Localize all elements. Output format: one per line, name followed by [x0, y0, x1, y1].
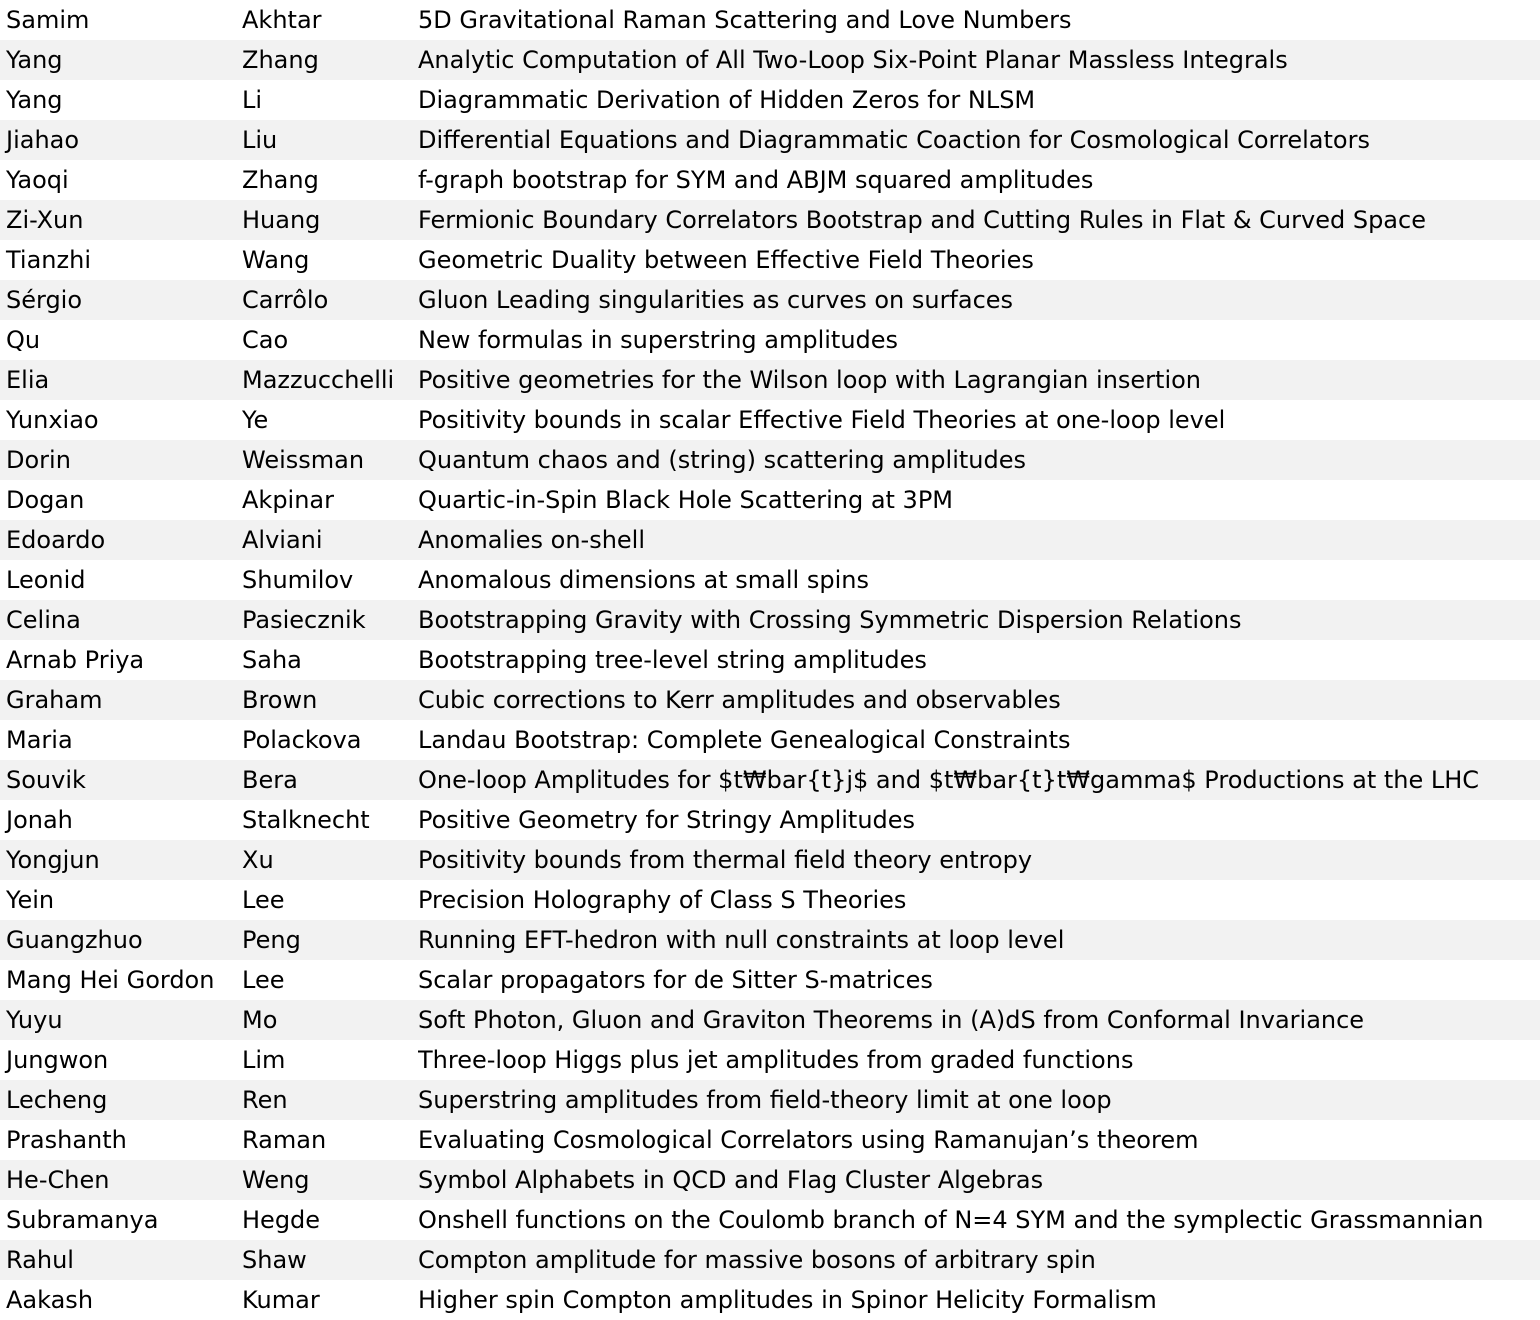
last-name-cell: Shaw — [242, 1246, 307, 1274]
last-name-cell: Liu — [242, 126, 278, 154]
first-name-cell: Aakash — [6, 1286, 94, 1314]
talk-title-cell: Evaluating Cosmological Correlators using Ramanujan’s theorem — [418, 1126, 1199, 1154]
talk-title-cell: Positive geometries for the Wilson loop with Lagrangian insertion — [418, 366, 1202, 394]
last-name-cell: Zhang — [242, 46, 319, 74]
last-name-cell: Weissman — [242, 446, 365, 474]
talk-title-cell: Fermionic Boundary Correlators Bootstrap and Cutting Rules in Flat & Curved Space — [418, 206, 1426, 234]
table-row — [0, 1040, 1540, 1080]
table-row — [0, 1080, 1540, 1120]
table-row — [0, 360, 1540, 400]
talk-title-cell: Three-loop Higgs plus jet amplitudes from graded functions — [418, 1046, 1134, 1074]
table-row — [0, 440, 1540, 480]
first-name-cell: Sérgio — [6, 286, 83, 314]
table-row — [0, 120, 1540, 160]
first-name-cell: Dogan — [6, 486, 85, 514]
last-name-cell: Lim — [242, 1046, 286, 1074]
last-name-cell: Peng — [242, 926, 301, 954]
last-name-cell: Xu — [242, 846, 274, 874]
first-name-cell: Arnab Priya — [6, 646, 145, 674]
last-name-cell: Brown — [242, 686, 318, 714]
table-row — [0, 320, 1540, 360]
first-name-cell: He-Chen — [6, 1166, 110, 1194]
last-name-cell: Cao — [242, 326, 289, 354]
table-row — [0, 160, 1540, 200]
table-row — [0, 1160, 1540, 1200]
talk-title-cell: Scalar propagators for de Sitter S-matrices — [418, 966, 933, 994]
last-name-cell: Polackova — [242, 726, 362, 754]
first-name-cell: Celina — [6, 606, 81, 634]
first-name-cell: Qu — [6, 326, 41, 354]
last-name-cell: Bera — [242, 766, 298, 794]
first-name-cell: Guangzhuo — [6, 926, 143, 954]
talk-title-cell: Positivity bounds in scalar Effective Field Theories at one-loop level — [418, 406, 1226, 434]
talk-title-cell: Quantum chaos and (string) scattering amplitudes — [418, 446, 1026, 474]
table-row — [0, 720, 1540, 760]
talk-title-cell: Higher spin Compton amplitudes in Spinor Helicity Formalism — [418, 1286, 1157, 1314]
last-name-cell: Stalknecht — [242, 806, 370, 834]
first-name-cell: Souvik — [6, 766, 86, 794]
table-row — [0, 480, 1540, 520]
first-name-cell: Jungwon — [6, 1046, 109, 1074]
first-name-cell: Jiahao — [6, 126, 80, 154]
table-row — [0, 640, 1540, 680]
talk-title-cell: Positive Geometry for Stringy Amplitudes — [418, 806, 916, 834]
last-name-cell: Wang — [242, 246, 310, 274]
table-row — [0, 240, 1540, 280]
talk-title-cell: Superstring amplitudes from field-theory limit at one loop — [418, 1086, 1112, 1114]
talk-title-cell: Compton amplitude for massive bosons of arbitrary spin — [418, 1246, 1096, 1274]
first-name-cell: Mang Hei Gordon — [6, 966, 215, 994]
first-name-cell: Yang — [6, 86, 63, 114]
talk-title-cell: Positivity bounds from thermal field theory entropy — [418, 846, 1033, 874]
first-name-cell: Jonah — [6, 806, 73, 834]
last-name-cell: Carrôlo — [242, 286, 329, 314]
last-name-cell: Weng — [242, 1166, 310, 1194]
table-row — [0, 760, 1540, 800]
table-row — [0, 600, 1540, 640]
first-name-cell: Rahul — [6, 1246, 74, 1274]
table-row — [0, 1120, 1540, 1160]
table-row — [0, 520, 1540, 560]
first-name-cell: Lecheng — [6, 1086, 108, 1114]
talk-title-cell: Cubic corrections to Kerr amplitudes and observables — [418, 686, 1061, 714]
last-name-cell: Ren — [242, 1086, 288, 1114]
first-name-cell: Edoardo — [6, 526, 106, 554]
last-name-cell: Mazzucchelli — [242, 366, 395, 394]
talk-title-cell: Anomalies on-shell — [418, 526, 646, 554]
talk-title-cell: Diagrammatic Derivation of Hidden Zeros for NLSM — [418, 86, 1036, 114]
last-name-cell: Huang — [242, 206, 321, 234]
last-name-cell: Pasiecznik — [242, 606, 366, 634]
talk-title-cell: Running EFT-hedron with null constraints at loop level — [418, 926, 1065, 954]
table-row — [0, 800, 1540, 840]
table-row — [0, 280, 1540, 320]
last-name-cell: Kumar — [242, 1286, 320, 1314]
table-row — [0, 880, 1540, 920]
first-name-cell: Tianzhi — [6, 246, 91, 274]
first-name-cell: Leonid — [6, 566, 86, 594]
talk-title-cell: Gluon Leading singularities as curves on surfaces — [418, 286, 1014, 314]
table-row — [0, 1200, 1540, 1240]
last-name-cell: Mo — [242, 1006, 278, 1034]
talk-title-cell: Bootstrapping tree-level string amplitudes — [418, 646, 927, 674]
talk-title-cell: One-loop Amplitudes for $t₩bar{t}j$ and $t₩bar{t}t₩gamma$ Productions at the LHC — [418, 766, 1480, 794]
first-name-cell: Maria — [6, 726, 73, 754]
talk-title-cell: Analytic Computation of All Two-Loop Six-Point Planar Massless Integrals — [418, 46, 1288, 74]
table-row — [0, 560, 1540, 600]
talk-title-cell: New formulas in superstring amplitudes — [418, 326, 899, 354]
first-name-cell: Yuyu — [6, 1006, 63, 1034]
talk-title-cell: Precision Holography of Class S Theories — [418, 886, 907, 914]
first-name-cell: Yang — [6, 46, 63, 74]
talk-title-cell: Anomalous dimensions at small spins — [418, 566, 869, 594]
last-name-cell: Zhang — [242, 166, 319, 194]
talk-title-cell: Soft Photon, Gluon and Graviton Theorems in (A)dS from Conformal Invariance — [418, 1006, 1365, 1034]
last-name-cell: Akpinar — [242, 486, 335, 514]
talk-title-cell: Symbol Alphabets in QCD and Flag Cluster Algebras — [418, 1166, 1044, 1194]
talk-title-cell: Geometric Duality between Effective Field Theories — [418, 246, 1034, 274]
last-name-cell: Lee — [242, 886, 285, 914]
table-row — [0, 1280, 1540, 1320]
first-name-cell: Yaoqi — [6, 166, 69, 194]
talk-title-cell: f-graph bootstrap for SYM and ABJM squared amplitudes — [418, 166, 1094, 194]
first-name-cell: Prashanth — [6, 1126, 127, 1154]
first-name-cell: Dorin — [6, 446, 71, 474]
table-row — [0, 1240, 1540, 1280]
first-name-cell: Zi-Xun — [6, 206, 84, 234]
first-name-cell: Samim — [6, 6, 90, 34]
first-name-cell: Yongjun — [6, 846, 100, 874]
last-name-cell: Raman — [242, 1126, 327, 1154]
last-name-cell: Li — [242, 86, 263, 114]
first-name-cell: Yunxiao — [6, 406, 99, 434]
last-name-cell: Akhtar — [242, 6, 322, 34]
last-name-cell: Ye — [242, 406, 269, 434]
table-row — [0, 0, 1540, 40]
last-name-cell: Saha — [242, 646, 302, 674]
table-row — [0, 200, 1540, 240]
last-name-cell: Shumilov — [242, 566, 354, 594]
last-name-cell: Lee — [242, 966, 285, 994]
table-row — [0, 960, 1540, 1000]
first-name-cell: Graham — [6, 686, 103, 714]
table-row — [0, 80, 1540, 120]
talk-title-cell: Quartic-in-Spin Black Hole Scattering at 3PM — [418, 486, 954, 514]
table-row — [0, 680, 1540, 720]
talk-title-cell: 5D Gravitational Raman Scattering and Love Numbers — [418, 6, 1072, 34]
table-row — [0, 920, 1540, 960]
table-row — [0, 40, 1540, 80]
first-name-cell: Yein — [6, 886, 55, 914]
talk-title-cell: Differential Equations and Diagrammatic Coaction for Cosmological Correlators — [418, 126, 1370, 154]
table-row — [0, 840, 1540, 880]
first-name-cell: Elia — [6, 366, 50, 394]
talk-title-cell: Landau Bootstrap: Complete Genealogical Constraints — [418, 726, 1071, 754]
last-name-cell: Alviani — [242, 526, 323, 554]
table-row — [0, 400, 1540, 440]
talk-title-cell: Onshell functions on the Coulomb branch of N=4 SYM and the symplectic Grassmannian — [418, 1206, 1484, 1234]
talk-title-cell: Bootstrapping Gravity with Crossing Symmetric Dispersion Relations — [418, 606, 1242, 634]
first-name-cell: Subramanya — [6, 1206, 159, 1234]
table-row — [0, 1000, 1540, 1040]
last-name-cell: Hegde — [242, 1206, 321, 1234]
